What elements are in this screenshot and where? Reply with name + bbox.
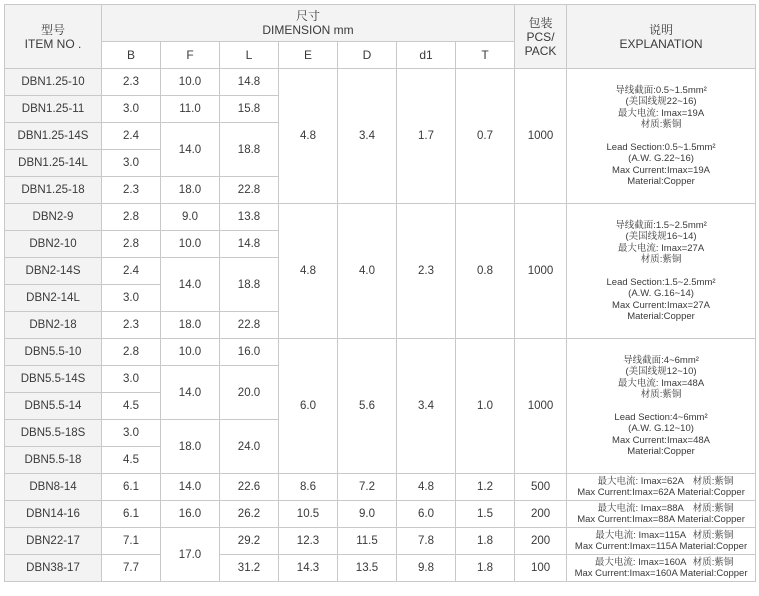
- explanation-cell: [567, 474, 756, 501]
- l-cell: 14.8: [220, 231, 279, 258]
- item-no-cell: DBN22-17: [5, 528, 102, 555]
- material-cn: 材质:紫铜: [692, 530, 734, 541]
- l-cell: 24.0: [220, 420, 279, 474]
- b-cell: 2.3: [102, 312, 161, 339]
- col-header-d1: d1: [397, 42, 456, 69]
- item-no-cell: DBN2-18: [5, 312, 102, 339]
- b-cell: 3.0: [102, 285, 161, 312]
- item-no-cell: DBN1.25-10: [5, 69, 102, 96]
- explanation-line-cn: 最大电流: Imax=27A: [617, 242, 705, 254]
- e-cell: 14.3: [279, 555, 338, 582]
- l-cell: 31.2: [220, 555, 279, 582]
- f-cell: 17.0: [161, 528, 220, 582]
- pack-cell: 100: [515, 555, 567, 582]
- l-cell: 22.8: [220, 312, 279, 339]
- item-no-cell: DBN1.25-11: [5, 96, 102, 123]
- explanation-line-en: Material:Copper: [627, 446, 695, 457]
- current-en: Max Current:Imax=88A: [577, 514, 675, 525]
- b-cell: 2.8: [102, 339, 161, 366]
- d1-cell: 2.3: [397, 204, 456, 339]
- material-cn: 材质:紫铜: [692, 503, 734, 514]
- d-cell: 9.0: [338, 501, 397, 528]
- pack-cell: 200: [515, 501, 567, 528]
- item-no-cell: DBN1.25-18: [5, 177, 102, 204]
- explanation-line-cn: 最大电流: Imax=19A: [617, 107, 705, 119]
- f-cell: 18.0: [161, 420, 220, 474]
- explanation-line-cn: 导线截面:1.5~2.5mm²: [615, 219, 707, 231]
- l-cell: 18.8: [220, 123, 279, 177]
- pack-cell: 1000: [515, 339, 567, 474]
- l-cell: 29.2: [220, 528, 279, 555]
- item-no-cell: DBN5.5-18: [5, 447, 102, 474]
- f-cell: 10.0: [161, 231, 220, 258]
- e-cell: 4.8: [279, 69, 338, 204]
- explanation-line-en: Lead Section:4~6mm²: [614, 411, 708, 423]
- col-header-t: T: [456, 42, 515, 69]
- f-cell: 10.0: [161, 339, 220, 366]
- explanation-line-cn: 导线截面:4~6mm²: [623, 354, 699, 366]
- b-cell: 4.5: [102, 393, 161, 420]
- d-cell: 13.5: [338, 555, 397, 582]
- f-cell: 16.0: [161, 501, 220, 528]
- current-en: Max Current:Imax=115A: [574, 541, 677, 552]
- col-header-e: E: [279, 42, 338, 69]
- f-cell: 14.0: [161, 258, 220, 312]
- header-pack: 包装 PCS/ PACK: [515, 5, 567, 69]
- item-no-cell: DBN5.5-14: [5, 393, 102, 420]
- f-cell: 14.0: [161, 474, 220, 501]
- item-no-cell: DBN5.5-10: [5, 339, 102, 366]
- l-cell: 20.0: [220, 366, 279, 420]
- item-no-cell: DBN14-16: [5, 501, 102, 528]
- explanation-line-en: Lead Section:0.5~1.5mm²: [606, 141, 716, 153]
- explanation-line-en: Material:Copper: [627, 311, 695, 322]
- current-en: Max Current:Imax=62A: [577, 487, 675, 498]
- t-cell: 1.2: [456, 474, 515, 501]
- d-cell: 3.4: [338, 69, 397, 204]
- d-cell: 11.5: [338, 528, 397, 555]
- explanation-cell: [567, 339, 756, 474]
- f-cell: 18.0: [161, 312, 220, 339]
- col-header-b: B: [102, 42, 161, 69]
- explanation-line-cn: 材质:紫铜: [640, 389, 682, 400]
- e-cell: 6.0: [279, 339, 338, 474]
- t-cell: 0.8: [456, 204, 515, 339]
- t-cell: 1.0: [456, 339, 515, 474]
- current-cn: 最大电流: Imax=62A: [597, 476, 684, 487]
- material-en: Material:Copper: [677, 514, 745, 525]
- t-cell: 1.8: [456, 528, 515, 555]
- e-cell: 10.5: [279, 501, 338, 528]
- b-cell: 2.4: [102, 123, 161, 150]
- b-cell: 3.0: [102, 150, 161, 177]
- b-cell: 4.5: [102, 447, 161, 474]
- l-cell: 14.8: [220, 69, 279, 96]
- item-no-cell: DBN1.25-14S: [5, 123, 102, 150]
- explanation-line-cn: 材质:紫铜: [640, 254, 682, 265]
- table-row: [5, 555, 756, 582]
- b-cell: 6.1: [102, 474, 161, 501]
- material-en: Material:Copper: [679, 541, 748, 552]
- f-cell: 10.0: [161, 69, 220, 96]
- table-row: [5, 501, 756, 528]
- pack-cell: 1000: [515, 204, 567, 339]
- t-cell: 0.7: [456, 69, 515, 204]
- d-cell: 4.0: [338, 204, 397, 339]
- explanation-cell: [567, 555, 756, 582]
- explanation-line-cn: 导线截面:0.5~1.5mm²: [615, 84, 707, 96]
- col-header-d: D: [338, 42, 397, 69]
- header-dimension: 尺寸 DIMENSION mm: [102, 5, 515, 42]
- table-row: [5, 69, 756, 96]
- col-header-l: L: [220, 42, 279, 69]
- f-cell: 14.0: [161, 366, 220, 420]
- l-cell: 18.8: [220, 258, 279, 312]
- l-cell: 22.6: [220, 474, 279, 501]
- current-en: Max Current:Imax=160A: [574, 568, 678, 579]
- explanation-line-cn: (美国线规22~16): [625, 96, 697, 107]
- table-row: [5, 339, 756, 366]
- f-cell: 11.0: [161, 96, 220, 123]
- explanation-cell: [567, 528, 756, 555]
- explanation-line-en: Max Current:Imax=19A: [612, 164, 710, 176]
- material-cn: 材质:紫铜: [692, 557, 734, 568]
- item-no-cell: DBN38-17: [5, 555, 102, 582]
- explanation-line-en: Max Current:Imax=27A: [612, 299, 710, 311]
- e-cell: 4.8: [279, 204, 338, 339]
- b-cell: 2.3: [102, 69, 161, 96]
- b-cell: 3.0: [102, 96, 161, 123]
- item-no-cell: DBN1.25-14L: [5, 150, 102, 177]
- t-cell: 1.8: [456, 555, 515, 582]
- explanation-cell: [567, 204, 756, 339]
- explanation-line-en: Material:Copper: [627, 176, 695, 187]
- b-cell: 2.8: [102, 204, 161, 231]
- explanation-line-en: (A.W. G.12~10): [628, 423, 694, 434]
- b-cell: 6.1: [102, 501, 161, 528]
- l-cell: 15.8: [220, 96, 279, 123]
- material-en: Material:Copper: [677, 487, 745, 498]
- d1-cell: 4.8: [397, 474, 456, 501]
- explanation-line-cn: (美国线规12~10): [625, 366, 697, 377]
- header-item-no: 型号 ITEM NO .: [5, 5, 102, 69]
- item-no-cell: DBN8-14: [5, 474, 102, 501]
- header-explanation: 说明 EXPLANATION: [567, 5, 756, 69]
- explanation-line-cn: 材质:紫铜: [640, 119, 682, 130]
- table-row: [5, 528, 756, 555]
- d1-cell: 3.4: [397, 339, 456, 474]
- explanation-line-en: Max Current:Imax=48A: [612, 434, 710, 446]
- item-no-cell: DBN2-14S: [5, 258, 102, 285]
- explanation-line-cn: (美国线规16~14): [625, 231, 697, 242]
- explanation-line-en: Lead Section:1.5~2.5mm²: [606, 276, 716, 288]
- current-cn: 最大电流: Imax=88A: [597, 503, 684, 514]
- e-cell: 8.6: [279, 474, 338, 501]
- explanation-line-en: (A.W. G.22~16): [628, 153, 694, 164]
- b-cell: 3.0: [102, 420, 161, 447]
- e-cell: 12.3: [279, 528, 338, 555]
- table-row: [5, 474, 756, 501]
- item-no-cell: DBN2-10: [5, 231, 102, 258]
- b-cell: 2.3: [102, 177, 161, 204]
- current-cn: 最大电流: Imax=160A: [594, 557, 687, 568]
- d1-cell: 6.0: [397, 501, 456, 528]
- col-header-f: F: [161, 42, 220, 69]
- t-cell: 1.5: [456, 501, 515, 528]
- pack-cell: 500: [515, 474, 567, 501]
- b-cell: 2.4: [102, 258, 161, 285]
- material-en: Material:Copper: [679, 568, 748, 579]
- item-no-cell: DBN5.5-18S: [5, 420, 102, 447]
- pack-cell: 200: [515, 528, 567, 555]
- f-cell: 14.0: [161, 123, 220, 177]
- explanation-line-en: (A.W. G.16~14): [628, 288, 694, 299]
- l-cell: 22.8: [220, 177, 279, 204]
- d-cell: 7.2: [338, 474, 397, 501]
- d1-cell: 9.8: [397, 555, 456, 582]
- f-cell: 9.0: [161, 204, 220, 231]
- table-row: [5, 204, 756, 231]
- explanation-line-cn: 最大电流: Imax=48A: [617, 377, 705, 389]
- item-no-cell: DBN5.5-14S: [5, 366, 102, 393]
- current-cn: 最大电流: Imax=115A: [595, 530, 687, 541]
- explanation-cell: [567, 501, 756, 528]
- d-cell: 5.6: [338, 339, 397, 474]
- l-cell: 13.8: [220, 204, 279, 231]
- material-cn: 材质:紫铜: [692, 476, 734, 487]
- b-cell: 2.8: [102, 231, 161, 258]
- d1-cell: 7.8: [397, 528, 456, 555]
- f-cell: 18.0: [161, 177, 220, 204]
- l-cell: 16.0: [220, 339, 279, 366]
- item-no-cell: DBN2-9: [5, 204, 102, 231]
- b-cell: 3.0: [102, 366, 161, 393]
- spec-table: [4, 4, 756, 582]
- b-cell: 7.1: [102, 528, 161, 555]
- l-cell: 26.2: [220, 501, 279, 528]
- explanation-cell: [567, 69, 756, 204]
- item-no-cell: DBN2-14L: [5, 285, 102, 312]
- d1-cell: 1.7: [397, 69, 456, 204]
- b-cell: 7.7: [102, 555, 161, 582]
- pack-cell: 1000: [515, 69, 567, 204]
